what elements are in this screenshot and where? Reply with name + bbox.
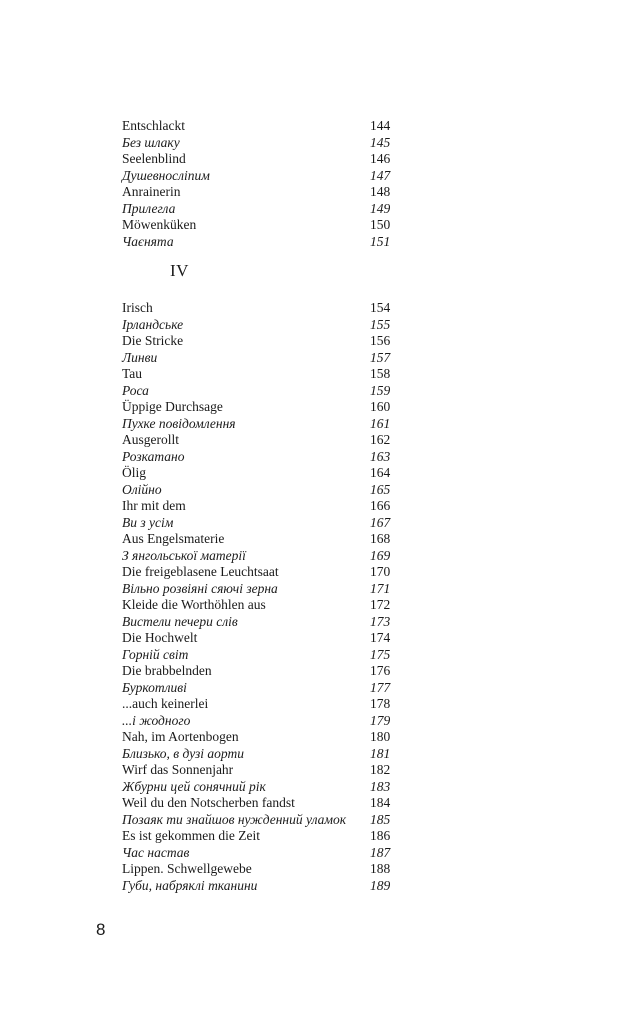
toc-entry-title: Anrainerin <box>122 184 181 199</box>
toc-entry-page: 168 <box>370 531 391 546</box>
toc-entry-page: 155 <box>370 316 391 332</box>
toc-entry-page: 162 <box>370 432 391 447</box>
toc-entry-title: Ви з усім <box>122 514 174 530</box>
toc-entry-title: Позаяк ти знайшов нужденний уламок <box>122 811 347 827</box>
toc-entry-page: 171 <box>370 580 391 596</box>
toc-entry-page: 173 <box>370 613 391 629</box>
toc-entry <box>122 828 392 845</box>
toc-entry-title: Час настав <box>122 844 190 860</box>
toc-entry-page: 178 <box>370 696 391 711</box>
toc-entry <box>122 581 392 598</box>
toc-entry-title: Es ist gekommen die Zeit <box>122 828 260 843</box>
toc-entry <box>122 531 392 548</box>
toc-entry <box>122 680 392 697</box>
toc-entry-title: Близько, в дузі аорти <box>122 745 244 761</box>
toc-entry <box>122 118 392 135</box>
toc-entry <box>122 564 392 581</box>
toc-entry <box>122 630 392 647</box>
toc-entry-page: 163 <box>370 448 391 464</box>
toc-entry <box>122 548 392 565</box>
toc-entry <box>122 696 392 713</box>
toc-entry-page: 159 <box>370 382 391 398</box>
toc-entry-title: Wirf das Sonnenjahr <box>122 762 234 777</box>
toc-entry-title: Die Stricke <box>122 333 184 348</box>
toc-entry-title: Жбурни цей сонячний рік <box>122 778 266 794</box>
toc-entry-page: 167 <box>370 514 391 530</box>
toc-entry <box>122 482 392 499</box>
toc-entry-page: 147 <box>370 167 391 183</box>
toc-entry-title: Горній світ <box>122 646 189 662</box>
toc-entry-page: 172 <box>370 597 391 612</box>
toc-entry <box>122 746 392 763</box>
toc-entry-page: 176 <box>370 663 391 678</box>
toc-entry <box>122 449 392 466</box>
toc-entry-title: Die brabbelnden <box>122 663 212 678</box>
toc-entry <box>122 729 392 746</box>
toc-entry <box>122 350 392 367</box>
toc-entry-title: Die Hochwelt <box>122 630 198 645</box>
toc-entry-page: 158 <box>370 366 391 381</box>
toc-entry <box>122 135 392 152</box>
toc-entry-page: 180 <box>370 729 391 744</box>
toc-entry-page: 144 <box>370 118 391 133</box>
toc-entry-page: 183 <box>370 778 391 794</box>
toc-entry-title: Душевносліпим <box>122 167 210 183</box>
toc-entry <box>122 234 392 251</box>
toc-entry <box>122 399 392 416</box>
toc-entry-page: 184 <box>370 795 391 810</box>
toc-entry <box>122 779 392 796</box>
toc-entry-title: Möwenküken <box>122 217 197 232</box>
toc-entry-title: Irisch <box>122 300 153 315</box>
toc-entry <box>122 217 392 234</box>
toc-entry <box>122 383 392 400</box>
toc-entry-title: Entschlackt <box>122 118 185 133</box>
toc-entry-title: Ölig <box>122 465 147 480</box>
toc-entry <box>122 151 392 168</box>
toc-entry-title: Линви <box>122 349 158 365</box>
toc-list-bottom <box>122 300 392 894</box>
toc-entry-page: 151 <box>370 233 391 249</box>
toc-entry-title: Tau <box>122 366 143 381</box>
toc-entry-page: 161 <box>370 415 391 431</box>
toc-entry <box>122 597 392 614</box>
toc-entry-page: 149 <box>370 200 391 216</box>
toc-entry-page: 156 <box>370 333 391 348</box>
toc-entry-page: 164 <box>370 465 391 480</box>
toc-entry-page: 145 <box>370 134 391 150</box>
toc-entry-title: Губи, набряклі тканини <box>122 877 258 893</box>
toc-entry-page: 174 <box>370 630 391 645</box>
toc-entry-title: Пухке повідомлення <box>122 415 236 431</box>
toc-entry-page: 169 <box>370 547 391 563</box>
toc-entry <box>122 713 392 730</box>
toc-entry-page: 148 <box>370 184 391 199</box>
toc-entry-page: 166 <box>370 498 391 513</box>
toc-entry <box>122 762 392 779</box>
toc-entry-page: 177 <box>370 679 391 695</box>
toc-entry-title: Ihr mit dem <box>122 498 186 513</box>
toc-entry <box>122 168 392 185</box>
toc-entry <box>122 878 392 895</box>
toc-entry-title: Вистели печери слів <box>122 613 238 629</box>
toc-entry-title: Üppige Durchsage <box>122 399 223 414</box>
toc-entry <box>122 465 392 482</box>
toc-entry-title: Ausgerollt <box>122 432 179 447</box>
toc-entry-page: 188 <box>370 861 391 876</box>
page-number: 8 <box>96 920 106 939</box>
toc-entry-page: 179 <box>370 712 391 728</box>
toc-entry-page: 185 <box>370 811 391 827</box>
toc-entry-title: Роса <box>122 382 149 398</box>
toc-entry-title: Seelenblind <box>122 151 186 166</box>
toc-entry-title: Буркотливі <box>122 679 187 695</box>
toc-entry-title: Aus Engelsmaterie <box>122 531 225 546</box>
toc-entry-page: 150 <box>370 217 391 232</box>
toc-list-top <box>122 118 392 250</box>
toc-entry <box>122 614 392 631</box>
toc-entry <box>122 300 392 317</box>
toc-entry-title: Вільно розвіяні сяючі зерна <box>122 580 278 596</box>
toc-entry-title: Прилегла <box>122 200 176 216</box>
toc-entry-page: 181 <box>370 745 391 761</box>
toc-entry-page: 182 <box>370 762 391 777</box>
toc-entry <box>122 663 392 680</box>
toc-entry <box>122 201 392 218</box>
toc-entry-page: 165 <box>370 481 391 497</box>
toc-entry-title: ...auch keinerlei <box>122 696 209 711</box>
toc-entry-title: Nah, im Aortenbogen <box>122 729 239 744</box>
toc-entry <box>122 366 392 383</box>
toc-entry-title: З янгольської матерії <box>122 547 246 563</box>
toc-entry-title: ...і жодного <box>122 712 191 728</box>
toc-entry <box>122 432 392 449</box>
toc-entry <box>122 184 392 201</box>
toc-entry <box>122 812 392 829</box>
toc-entry-page: 154 <box>370 300 391 315</box>
toc-entry-title: Kleide die Worthöhlen aus <box>122 597 266 612</box>
toc-entry <box>122 647 392 664</box>
toc-entry-title: Ірландське <box>122 316 184 332</box>
toc-entry-page: 170 <box>370 564 391 579</box>
toc-entry-page: 160 <box>370 399 391 414</box>
toc-entry <box>122 861 392 878</box>
toc-entry-page: 175 <box>370 646 391 662</box>
toc-entry-page: 146 <box>370 151 391 166</box>
toc-entry-title: Чаєнята <box>122 233 174 249</box>
toc-entry <box>122 845 392 862</box>
section-heading: IV <box>170 261 189 280</box>
toc-entry-title: Lippen. Schwellgewebe <box>122 861 252 876</box>
toc-entry-title: Олійно <box>122 481 162 497</box>
toc-entry-page: 187 <box>370 844 391 860</box>
toc-entry <box>122 515 392 532</box>
toc-entry-page: 189 <box>370 877 391 893</box>
toc-entry-page: 186 <box>370 828 391 843</box>
toc-entry <box>122 498 392 515</box>
toc-entry <box>122 317 392 334</box>
toc-entry-title: Weil du den Notscherben fandst <box>122 795 295 810</box>
toc-entry-title: Розкатано <box>122 448 185 464</box>
toc-entry-page: 157 <box>370 349 391 365</box>
toc-entry <box>122 795 392 812</box>
toc-entry-title: Die freigeblasene Leuchtsaat <box>122 564 279 579</box>
toc-entry <box>122 416 392 433</box>
toc-entry-title: Без шлаку <box>122 134 180 150</box>
toc-entry <box>122 333 392 350</box>
